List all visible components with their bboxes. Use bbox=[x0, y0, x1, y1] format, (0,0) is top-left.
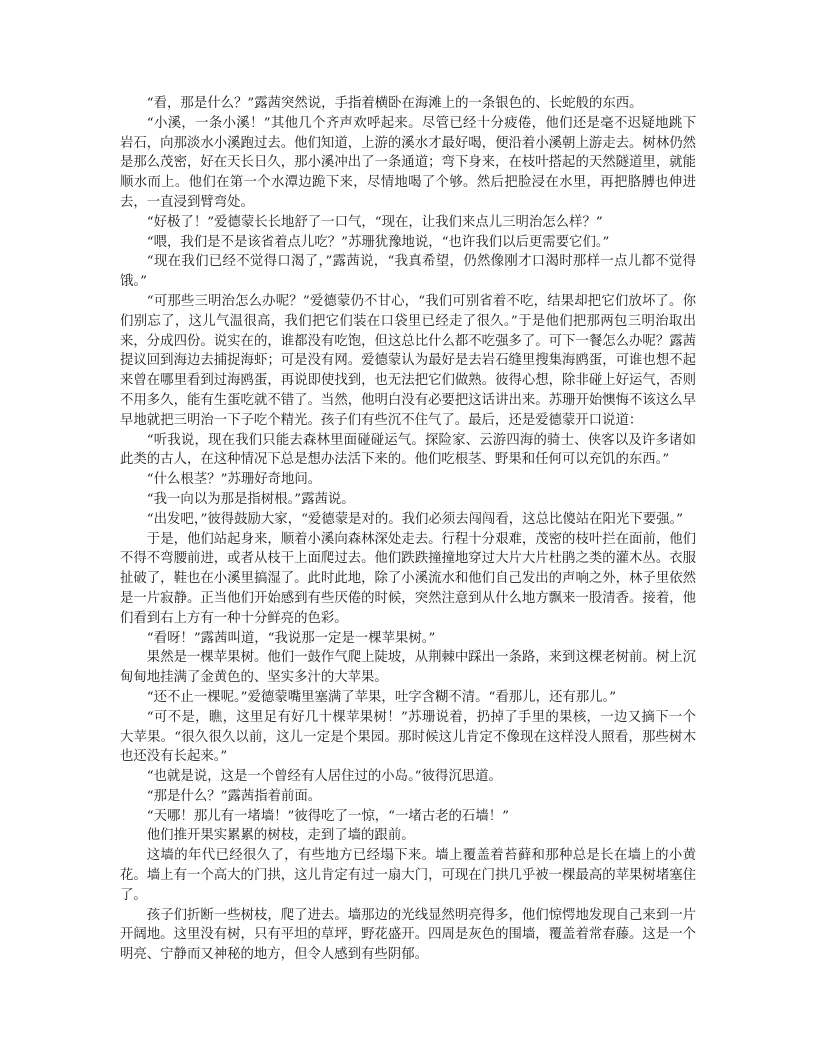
paragraph: “还不止一棵呢。”爱德蒙嘴里塞满了苹果，吐字含糊不清。“看那儿，还有那儿。” bbox=[146, 689, 617, 705]
paragraph: “小溪，一条小溪！”其他几个齐声欢呼起来。尽管已经十分疲倦，他们还是毫不迟疑地跳下岩石，向那淡水小溪跑过去。他们知道，上游的溪水才最好喝，便沿着小溪朝上游走去。树林仍然是那么茂密，好在天长日久，那小溪冲出了一条通道；弯下身来，在枝叶搭起的天然隧道里，就能顺水而上。他们在第一个水潭边跪下来，尽情地喝了个够。然后把脸浸在水里，再把胳膊也伸进去，一直浸到臂弯处。 bbox=[120, 115, 696, 210]
paragraph: “那是什么？”露茜指着前面。 bbox=[146, 788, 322, 804]
paragraph: “也就是说，这是一个曾经有人居住过的小岛。”彼得沉思道。 bbox=[146, 769, 502, 785]
paragraph: 于是，他们站起身来，顺着小溪向森林深处走去。行程十分艰难，茂密的枝叶拦在面前，他们不得不弯腰前进，或者从枝干上面爬过去。他们跌跌撞撞地穿过大片大片杜鹃之类的灌木丛。衣服扯破了，鞋也在小溪里搞湿了。此时此地，除了小溪流水和他们自己发出的声响之外，林子里依然是一片寂静。正当他们开始感到有些厌倦的时候，突然注意到从什么地方飘来一股清香。接着，他们看到右上方有一种十分鲜亮的色彩。 bbox=[120, 531, 696, 626]
paragraph: “我一向以为那是指树根。”露茜说。 bbox=[146, 491, 355, 507]
paragraph: “看，那是什么？”露茜突然说，手指着横卧在海滩上的一条银色的、长蛇般的东西。 bbox=[146, 96, 643, 111]
paragraph: 果然是一棵苹果树。他们一鼓作气爬上陡坡，从荆棘中踩出一条路，来到这棵老树前。树上沉甸甸地挂满了金黄色的、坚实多汁的大苹果。 bbox=[120, 650, 696, 686]
paragraph: “好极了！”爱德蒙长长地舒了一口气，“现在，让我们来点儿三明治怎么样？” bbox=[146, 214, 603, 230]
paragraph: “可那些三明治怎么办呢？”爱德蒙仍不甘心，“我们可别省着不吃，结果却把它们放坏了。你们别忘了，这儿气温很高，我们把它们装在口袋里已经走了很久。”于是他们把那两包三明治取出来，分成四份。说实在的，谁都没有吃饱，但这总比什么都不吃强多了。可下一餐怎么办呢？露茜提议回到海边去捕捉海虾；可是没有网。爱德蒙认为最好是去岩石缝里搜集海鸥蛋，可谁也想不起来曾在哪里看到过海鸥蛋，再说即使找到，也无法把它们做熟。彼得心想，除非碰上好运气，否则不用多久，能有生蛋吃就不错了。当然，他明白没有必要把这话讲出来。苏珊开始懊悔不该这么早早地就把三明治一下子吃个精光。孩子们有些沉不住气了。最后，还是爱德蒙开口说道： bbox=[120, 293, 696, 428]
paragraph: “可不是，瞧，这里足有好几十棵苹果树！”苏珊说着，扔掉了手里的果核，一边又摘下一个大苹果。“很久很久以前，这儿一定是个果园。那时候这儿肯定不像现在这样没人照看，那些树木也还没有长起来。” bbox=[120, 709, 696, 765]
paragraph: 孩子们折断一些树枝，爬了进去。墙那边的光线显然明亮得多，他们惊愕地发现自己来到一片开阔地。这里没有树，只有平坦的草坪，野花盛开。四周是灰色的围墙，覆盖着常春藤。这是一个明亮、宁静而又神秘的地方，但令人感到有些阴郁。 bbox=[120, 907, 696, 963]
paragraph: “看呀！”露茜叫道，“我说那一定是一棵苹果树。” bbox=[146, 630, 436, 646]
paragraph: 他们推开果实累累的树枝，走到了墙的跟前。 bbox=[146, 828, 415, 844]
paragraph: “听我说，现在我们只能去森林里面碰碰运气。探险家、云游四海的骑士、侠客以及许多诸如此类的古人，在这种情况下总是想办法活下来的。他们吃根茎、野果和任何可以充饥的东西。” bbox=[120, 432, 696, 468]
paragraph: 这墙的年代已经很久了，有些地方已经塌下来。墙上覆盖着苔藓和那种总是长在墙上的小黄花。墙上有一个高大的门拱，这儿肯定有过一扇大门，可现在门拱几乎被一棵最高的苹果树堵塞住了。 bbox=[120, 848, 696, 903]
document-body bbox=[120, 94, 696, 965]
paragraph: “出发吧，”彼得鼓励大家，“爱德蒙是对的。我们必须去闯闯看，这总比傻站在阳光下要强。” bbox=[146, 511, 684, 527]
paragraph: “什么根茎？”苏珊好奇地问。 bbox=[146, 472, 322, 488]
paragraph: “天哪！那儿有一堵墙！”彼得吃了一惊，“一堵古老的石墙！” bbox=[146, 808, 509, 824]
paragraph: “喂，我们是不是该省着点儿吃？”苏珊犹豫地说，“也许我们以后更需要它们。” bbox=[146, 234, 610, 250]
paragraph: “现在我们已经不觉得口渴了，”露茜说，“我真希望，仍然像刚才口渴时那样一点儿都不觉得饿。” bbox=[120, 254, 696, 290]
